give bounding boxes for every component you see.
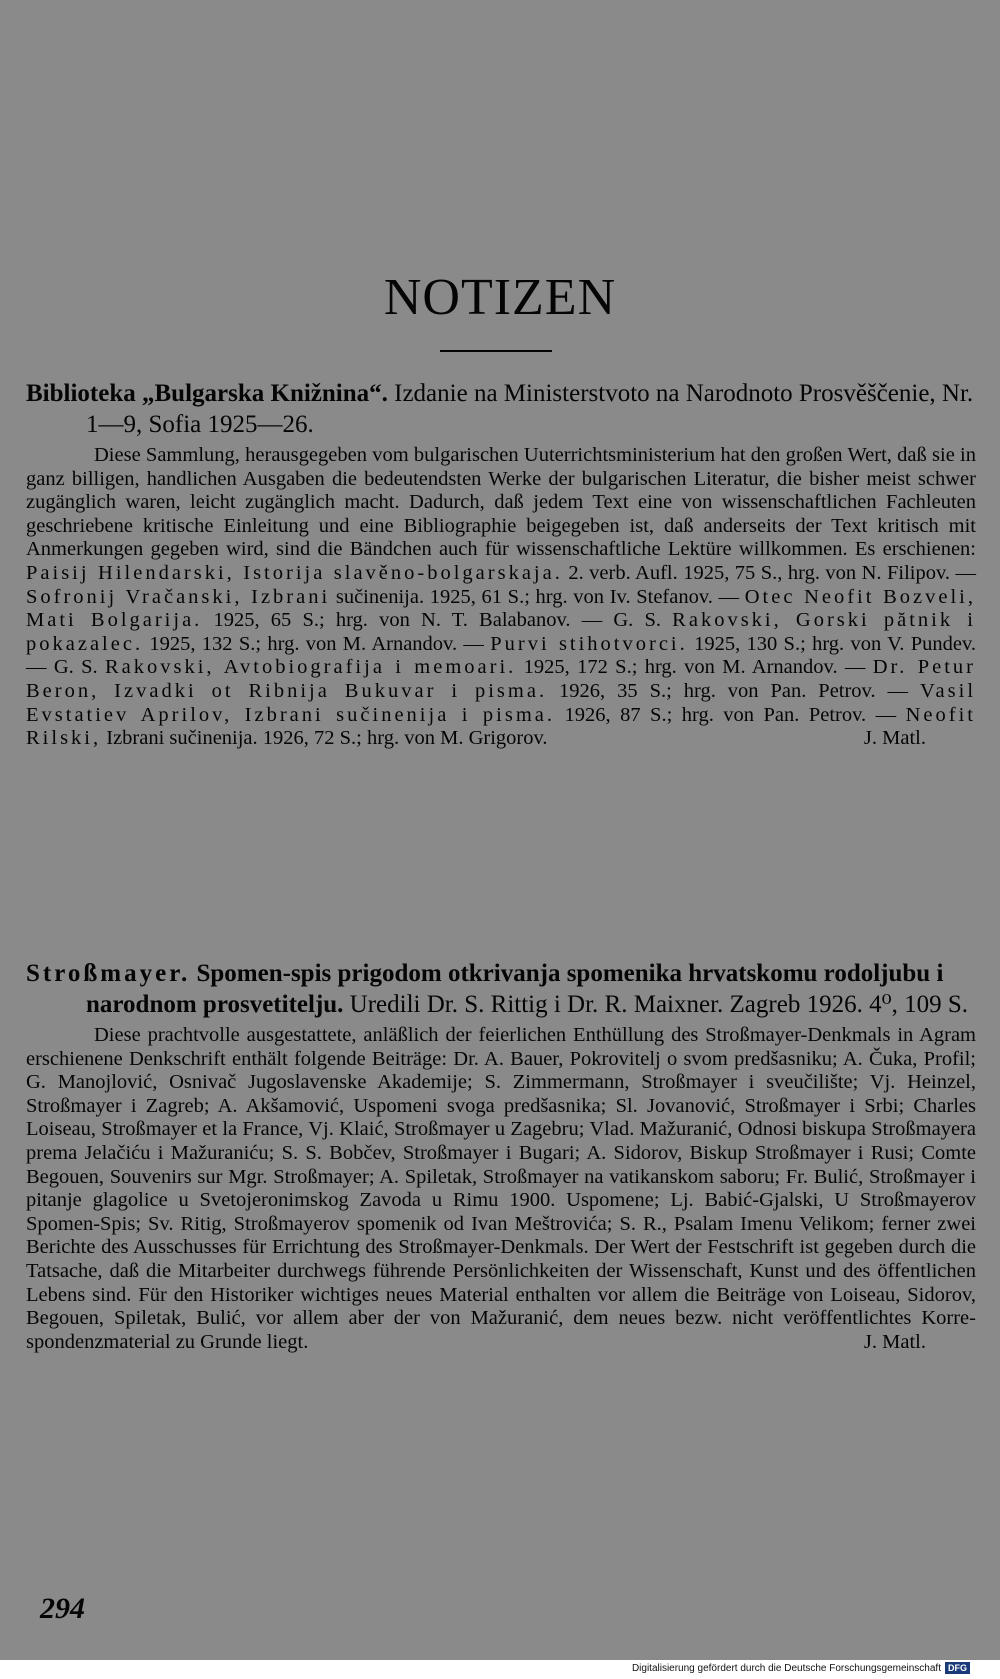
digitization-footer — [632, 1662, 970, 1674]
work-title: Otec Neofit Bozveli, Mati Bolgarija. — [26, 585, 976, 632]
notice-heading — [26, 958, 976, 1020]
work-title: Sofronij Vračanski, Izbrani — [26, 585, 331, 608]
work-details: 2. verb. Aufl. 1925, 75 S., hrg. von N. Filipov. — — [562, 561, 976, 584]
work-title: Dr. Petur Beron, Izvadki ot Ribnija Bukuvar i pisma. — [26, 656, 976, 702]
work-title: Vasil Evstatiev Aprilov, Izbrani sučinenija i pisma. — [26, 679, 977, 726]
page-number: 294 — [40, 1592, 85, 1625]
work-details: sučinenija. 1925, 61 S.; hrg. von Iv. Stefanov. — — [330, 585, 745, 608]
heading-title: Spomen-spis prigodom otkrivanja spomenika hrvatskomu rodoljubu i narodnom prosvetitelju. — [86, 960, 944, 1018]
notice-body — [26, 444, 976, 751]
work-details: 1925, 130 S.; hrg. von V. Pundev. — G. S. — [26, 632, 977, 679]
notice-body: Diese prachtvolle ausgestattete, anläßlich der feierlichen Enthüllung des Stroßmayer-Denkmals in Agram erschienene Denkschrift enthält folgende Beiträge: Dr. A. Bauer, Pokrovitelj o svom predšasniku; A. Čuka, Profil; G. Manojlović, Osnivač Jugoslavenske Akademije; S. Zimmermann, Stroßmayer i sveučilište; Vj. Heinzel, Stroßmayer i Zagreb; A. Akšamović, Uspomeni svoga predšasnika; Sl. Jovanović, Stroßmayer i Srbi; Charles Loiseau, Stroßmayer et la France, Vj. Klaić, Stroßmayer u Zagebru; Vlad. Mažuranić, Odnosi biskupa Stroßmayera prema Jelačiću i Mažuraniću; S. S. Bobčev, Stroßmayer i Bugari; A. Sidorov, Biskup Stroßmayer i Rusi; Comte Begouen, Souvenirs sur Mgr. Stroßmayer; A. Spiletak, Stroßmayer na vatikanskom saboru; Fr. Bulić, Stroßmayer i pitanje glagolice u Svetojeronimskog Zavoda u Rimu 1900. Uspomene; Lj. Babić-Gjalski, U Stroßmayerov Spomen-Spis; Sv. Ritig, Stroßmayerov spomenik od Ivan Meštrovića; S. R., Psalam Imenu Velikom; ferner zwei Berichte des Ausschusses für Errichtung des Stroßmayer-Denkmals. Der Wert der Festschrift ist gegeben durch die Tatsache, daß die Mitarbeiter durchwegs führende Persönlichkeiten der Wissenschaft, Kunst und des öffentlichen Lebens sind. Für den Historiker wichtiges neues Material enthalten vor allem die Beiträge von Loiseau, Sidorov, Begouen, Spiletak, Bulić, vor allem aber der von Mažuranić, dem neues bezw. nicht veröffentlichtes Korrespondenzmaterial zu Grunde liegt. — [26, 1024, 976, 1353]
work-title: Purvi stihotvorci. — [490, 632, 688, 655]
work-title: Neofit Rilski, — [26, 703, 976, 750]
heading-title: Biblioteka „Bulgarska Knižnina“. — [26, 380, 388, 407]
body-intro: Diese Sammlung, herausgegeben vom bulgarischen Uuterrichtsministerium hat den großen Wert, daß sie in ganz billigen, handlichen Ausgaben die bedeutendsten Werke der bulgarischen Literatur, die bisher meist schwer zugänglich waren, leicht zugänglich macht. Dadurch, daß jedem Text eine von wissenschaftlichen Fachleuten geschriebene kritische Einleitung und eine Bibliographie beigegeben ist, daß anderseits der Text kritisch mit Anmerkungen gegeben wird, sind die Bändchen auch für wissenschaftliche Lektüre willkommen. Es erschienen: — [26, 444, 976, 561]
work-title: Rakovski, Avtobiografija i memoari. — [104, 656, 517, 679]
work-details: 1925, 65 S.; hrg. von N. T. Balabanov. — G. S. — [202, 609, 673, 632]
work-title: Paisij Hilendarski, Istorija slavěno-bolgarskaja. — [26, 561, 563, 584]
heading-author: Stroßmayer. — [26, 960, 191, 987]
section-title: NOTIZEN — [383, 269, 617, 326]
reviewer-signature: J. Matl. — [863, 1330, 926, 1353]
notice-heading — [26, 378, 976, 440]
heading-details: Izdanie na Ministerstvoto na Narodnoto Prosvěščenie, Nr. 1—9, Sofia 1925—26. — [86, 380, 974, 438]
reviewer-signature: J. Matl. — [863, 727, 926, 750]
work-details: 1925, 132 S.; hrg. von M. Arnandov. — — [143, 632, 491, 655]
work-details: 1925, 172 S.; hrg. von M. Arnandov. — — [516, 656, 873, 679]
work-details: 1926, 35 S.; hrg. von Pan. Petrov. — — [547, 679, 921, 702]
heading-details: Uredili Dr. S. Rittig i Dr. R. Maixner. Zagreb 1926. 4⁰, 109 S. — [343, 991, 968, 1018]
dfg-logo: DFG — [945, 1662, 970, 1674]
notice-bulgarska-kniznina — [26, 378, 976, 751]
work-title: Rakovski, Gorski pătnik i pokazalec. — [26, 609, 977, 655]
footer-credit: Digitalisierung gefördert durch die Deutsche Forschungsgemeinschaft — [631, 1662, 941, 1674]
notice-strossmayer — [26, 958, 976, 1354]
work-details: 1926, 87 S.; hrg. von Pan. Petrov. — — [555, 703, 906, 726]
title-rule — [440, 350, 552, 352]
work-details: Izbrani sučinenija. 1926, 72 S.; hrg. von M. Grigorov. — [101, 727, 548, 750]
